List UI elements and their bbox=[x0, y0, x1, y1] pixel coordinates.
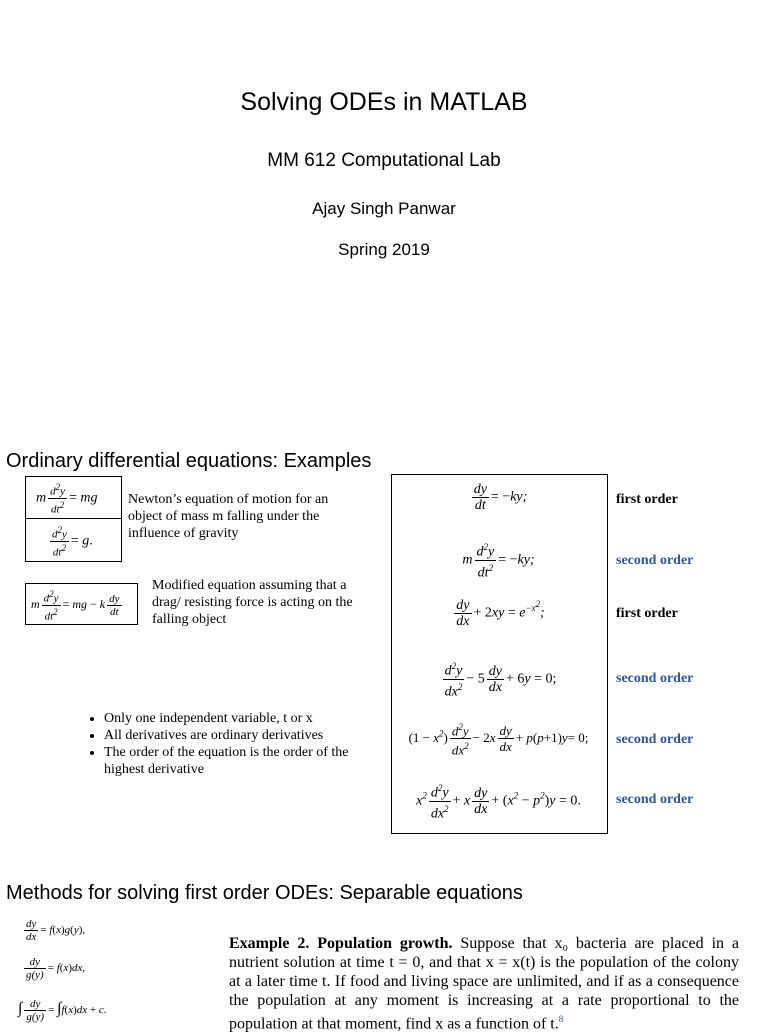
order-label-1: first order bbox=[616, 492, 678, 507]
equation-2: m $\frac{d^2y}{dt^2}$ = −ky; bbox=[462, 542, 535, 581]
semester: Spring 2019 bbox=[338, 240, 430, 259]
separable-equation-1: $\frac{dy}{dx}$ = f(x)g(y), bbox=[26, 918, 86, 943]
order-label-5: second order bbox=[616, 732, 694, 747]
author-name: Ajay Singh Panwar bbox=[312, 199, 456, 218]
separable-equation-2: $\frac{dy}{g(y)}$ = f(x)dx, bbox=[26, 956, 86, 981]
population-growth-example bbox=[229, 934, 739, 1033]
equation-1: $\frac{dy}{dt}$ = −ky; bbox=[473, 482, 528, 513]
ode-examples-box bbox=[391, 474, 608, 834]
section-heading-separable: Methods for solving first order ODEs: Separable equations bbox=[6, 882, 523, 904]
equation-4: $\frac{d^2y}{dx^2}$ − 5 $\frac{dy}{dx}$ + 6y = 0; bbox=[444, 661, 557, 700]
drag-equation: m $\frac{d^2y}{dt^2}$ = mg − k $\frac{dy}{dt}$ bbox=[31, 589, 120, 623]
example-label: Example 2. bbox=[229, 935, 310, 952]
equation-5: $(1 - x^2)$ $\frac{d^2y}{dx^2}$ − 2x $\frac{dy}{dx}$ + p(p+1)y= 0; bbox=[408, 722, 589, 758]
footnote-mark[interactable]: 8 bbox=[558, 1014, 564, 1024]
order-label-3: first order bbox=[616, 606, 678, 621]
bullet-item: • Only one independent variable, t or x bbox=[104, 710, 376, 727]
section-heading-examples: Ordinary differential equations: Examples bbox=[6, 450, 372, 472]
page-title: Solving ODEs in MATLAB bbox=[240, 88, 528, 116]
newton-equation-box bbox=[25, 476, 122, 562]
bullet-item: • The order of the equation is the order of the highest derivative bbox=[104, 744, 376, 778]
bullet-list bbox=[86, 710, 376, 778]
newton-equation-mg: m $\frac{d^2y}{dt^2}$ = mg bbox=[36, 482, 98, 516]
drag-description: Modified equation assuming that a drag/ resisting force is acting on the falling object bbox=[152, 578, 353, 627]
order-label-6: second order bbox=[616, 792, 694, 807]
equation-divider bbox=[26, 518, 121, 519]
newton-description: Newton’s equation of motion for an object of mass m falling under the influence of gravity bbox=[128, 492, 329, 541]
newton-equation-g: $\frac{d^2y}{dt^2}$ = g. bbox=[52, 525, 93, 559]
separable-equation-3: ∫ $\frac{dy}{g(y)}$ = ∫f(x)dx + c. bbox=[18, 998, 107, 1023]
equation-6: $x^2$ $\frac{d^2y}{dx^2}$ + x $\frac{dy}{dx}$ + $(x^2 - p^2)y = 0$. bbox=[416, 783, 581, 822]
example-title: Population growth. bbox=[317, 935, 453, 952]
equation-3: $\frac{dy}{dx}$ + $2xy = e^{-x^2}$; bbox=[456, 598, 545, 629]
course-name: MM 612 Computational Lab bbox=[267, 150, 501, 171]
order-label-4: second order bbox=[616, 671, 694, 686]
order-label-2: second order bbox=[616, 553, 694, 568]
drag-equation-box bbox=[25, 583, 138, 625]
bullet-item: • All derivatives are ordinary derivatives bbox=[104, 727, 376, 744]
example-text: Suppose that x₀ bacteria are placed in a nutrient solution at time t = 0, and that x = x(t) is the population of the colony at a later time t. If food and living space are unlimited, and if as a consequence the population at any moment is increasing at a rate proportional to the population at that moment, find x as a function of t. bbox=[229, 935, 740, 1033]
